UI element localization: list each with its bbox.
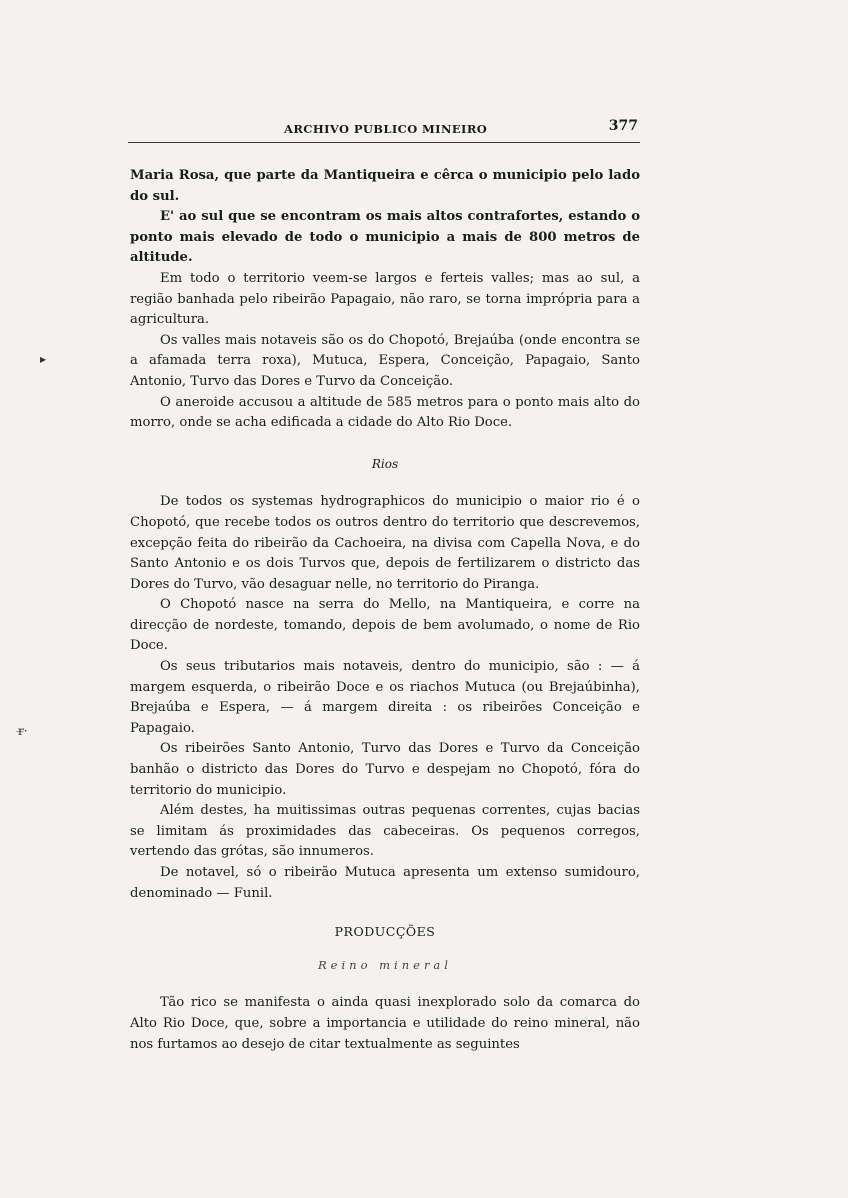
paragraph: Maria Rosa, que parte da Mantiqueira e cêrca o municipio pelo lado do sul.: [130, 168, 640, 204]
section-heading-producoes: PRODUCÇÕES: [334, 924, 436, 940]
page-number: 377: [608, 118, 638, 134]
paragraph: Os valles mais notaveis são os do Chopotó, Brejaúba (onde encontra se a afamada terra roxa), Mutuca, Espera, Conceição, Papagaio, Santo Antonio, Turvo das Dores e Turvo da Conceição.: [130, 332, 640, 389]
page-header: [128, 118, 640, 144]
paragraph: De todos os systemas hydrographicos do municipio o maior rio é o Chopotó, que recebe todos os outros dentro do territorio que descrevemos, excepção feita do ribeirão da Cachoeira, na divisa com Capella Nova, e do Santo Antonio e os dois Turvos que, depois de fertilizarem o districto das Dores do Turvo, vão desaguar nelle, no territorio do Piranga.: [130, 494, 640, 592]
paragraph: E' ao sul que se encontram os mais altos contrafortes, estando o ponto mais elevado de todo o municipio a mais de 800 metros de altitude.: [130, 209, 640, 266]
paragraph: Tão rico se manifesta o ainda quasi inexplorado solo da comarca do Alto Rio Doce, que, sobre a importancia e utilidade do reino mineral, não nos furtamos ao desejo de citar textualmente as seguintes: [130, 995, 640, 1052]
running-title: ARCHIVO PUBLICO MINEIRO: [284, 122, 488, 136]
margin-mark: r̶·: [18, 724, 28, 738]
body-text: [130, 166, 640, 1055]
header-rule: [128, 142, 640, 143]
paragraph: Os ribeirões Santo Antonio, Turvo das Dores e Turvo da Conceição banhão o districto das Dores do Turvo e despejam no Chopotó, fóra do territorio do municipio.: [130, 741, 640, 798]
margin-mark: ▸: [40, 352, 47, 366]
paragraph: De notavel, só o ribeirão Mutuca apresenta um extenso sumidouro, denominado — Funil.: [130, 865, 640, 901]
paragraph: Os seus tributarios mais notaveis, dentro do municipio, são : — á margem esquerda, o ribeirão Doce e os riachos Mutuca (ou Brejaúbinha), Brejaúba e Espera, — á margem direita : os ribeirões Conceição e Papagaio.: [130, 659, 640, 736]
paragraph: Em todo o territorio veem-se largos e ferteis valles; mas ao sul, a região banhada pelo ribeirão Papagaio, não raro, se torna imprópria para a agricultura.: [130, 270, 640, 328]
paragraph: Além destes, ha muitissimas outras pequenas correntes, cujas bacias se limitam ás proximidades das cabeceiras. Os pequenos corregos, vertendo das grótas, são innumeros.: [130, 803, 640, 860]
subsection-heading-reino-mineral: Reino mineral: [318, 957, 452, 972]
paragraph: O aneroide accusou a altitude de 585 metros para o ponto mais alto do morro, onde se acha edificada a cidade do Alto Rio Doce.: [130, 394, 640, 431]
section-heading-rios: Rios: [371, 456, 399, 471]
paragraph: O Chopotó nasce na serra do Mello, na Mantiqueira, e corre na direcção de nordeste, tomando, depois de bem avolumado, o nome de Rio Doce.: [130, 597, 640, 654]
